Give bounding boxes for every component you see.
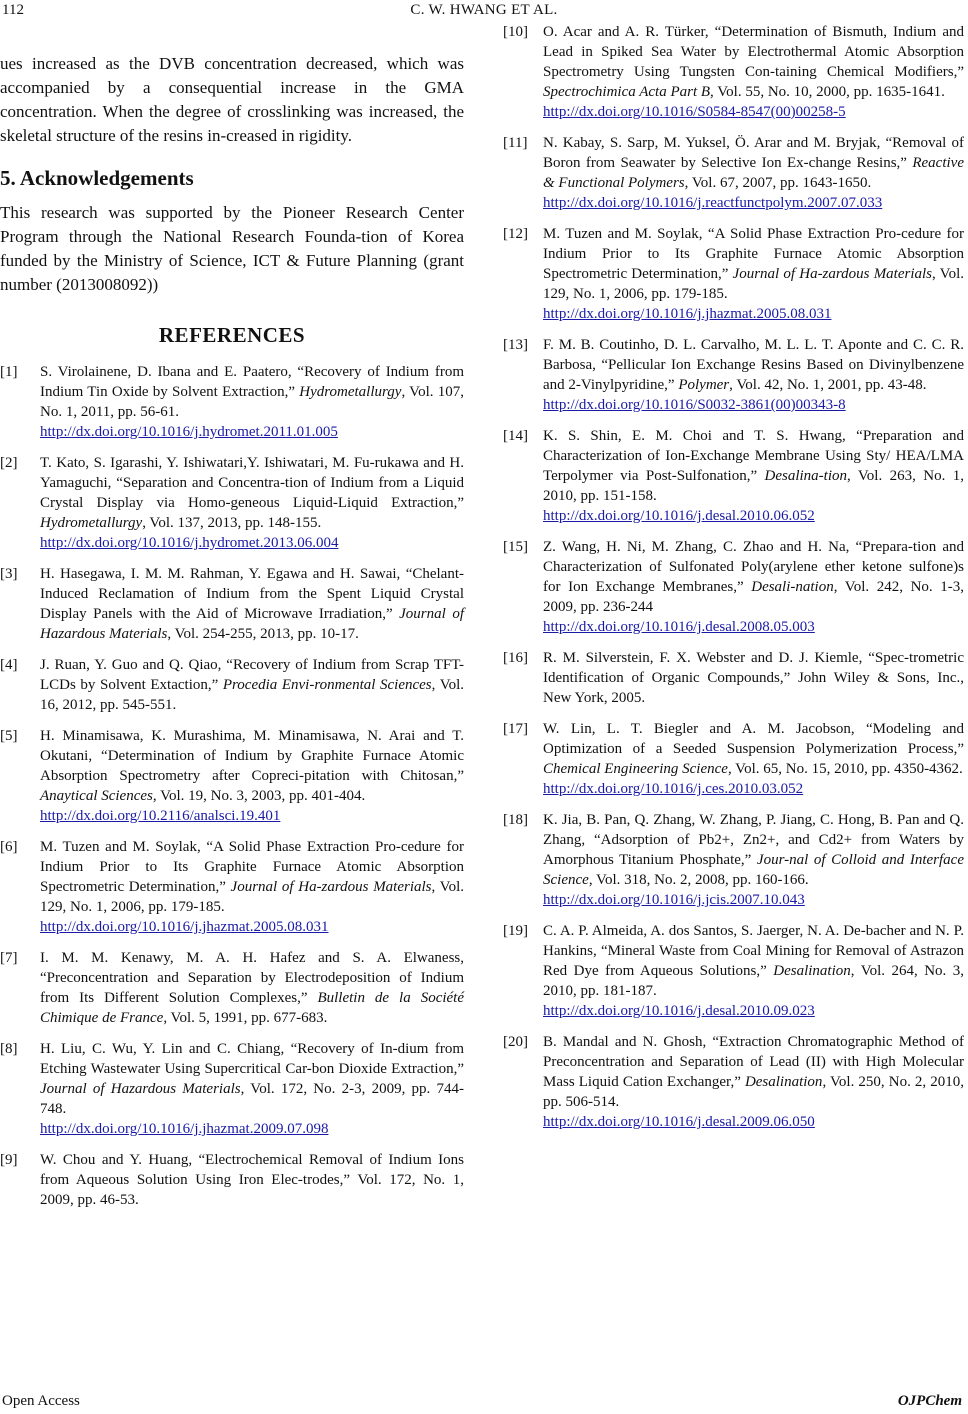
reference-item xyxy=(0,453,464,553)
reference-citation: R. M. Silverstein, F. X. Webster and D. J. Kiemle, “Spec-trometric Identification of Organic Compounds,” John Wiley & Sons, Inc., New York, 2005. xyxy=(543,650,964,706)
reference-details: , Vol. 242, No. 1-3, 2009, pp. 236-244 xyxy=(543,579,964,615)
reference-journal: Journal of Hazardous Materials xyxy=(40,606,464,642)
reference-text xyxy=(40,655,464,715)
reference-details: , Vol. 172, No. 2-3, 2009, pp. 744-748. xyxy=(40,1081,464,1117)
reference-number: [20] xyxy=(503,1034,528,1050)
reference-text xyxy=(543,921,964,1021)
reference-text xyxy=(543,22,964,122)
reference-number: [14] xyxy=(503,428,528,444)
right-column xyxy=(503,22,964,1143)
reference-number: [4] xyxy=(0,657,18,673)
reference-number: [15] xyxy=(503,539,528,555)
reference-details: , Vol. 65, No. 15, 2010, pp. 4350-4362. xyxy=(727,761,963,777)
reference-item xyxy=(503,335,964,415)
reference-number: [8] xyxy=(0,1041,18,1057)
reference-citation: W. Lin, L. T. Biegler and A. M. Jacobson, “Modeling and Optimization of a Seeded Suspension Polymerization Process,” xyxy=(543,721,964,757)
reference-item xyxy=(0,362,464,442)
reference-item xyxy=(503,921,964,1021)
running-head: C. W. HWANG ET AL. xyxy=(410,2,558,18)
reference-journal: Procedia Envi-ronmental Sciences xyxy=(222,677,432,693)
acknowledgements-title: 5. Acknowledgements xyxy=(0,166,194,190)
reference-citation: M. Tuzen and M. Soylak, “A Solid Phase Extraction Pro-cedure for Indium Prior to Its Graphite Furnace Atomic Absorption Spectrometric Determination,” xyxy=(543,226,964,282)
reference-item xyxy=(0,564,464,644)
reference-details: , Vol. 129, No. 1, 2006, pp. 179-185. xyxy=(40,879,465,915)
reference-citation: H. Liu, C. Wu, Y. Lin and C. Chiang, “Recovery of In-dium from Etching Wastewater Using Supercritical Car-bon Dioxide Extraction,” xyxy=(40,1041,464,1077)
reference-journal: Anaytical Sciences xyxy=(40,788,153,804)
reference-number: [12] xyxy=(503,226,528,242)
reference-doi-link[interactable]: http://dx.doi.org/10.1016/j.jhazmat.2005.08.031 xyxy=(543,306,832,322)
footer-journal: OJPChem xyxy=(897,1393,962,1409)
reference-number: [1] xyxy=(0,364,18,380)
reference-item xyxy=(0,726,464,826)
reference-doi-link[interactable]: http://dx.doi.org/10.1016/j.hydromet.2011.01.005 xyxy=(40,424,338,440)
reference-details: , Vol. 137, 2013, pp. 148-155. xyxy=(142,515,322,531)
reference-number: [17] xyxy=(503,721,528,737)
reference-text xyxy=(40,1150,464,1210)
reference-journal: Desali-nation xyxy=(751,579,834,595)
reference-journal: Polymer xyxy=(678,377,730,393)
reference-details: , Vol. 67, 2007, pp. 1643-1650. xyxy=(684,175,872,191)
reference-text xyxy=(40,362,464,442)
reference-details: , Vol. 318, No. 2, 2008, pp. 160-166. xyxy=(588,872,809,888)
reference-citation: W. Chou and Y. Huang, “Electrochemical Removal of Indium Ions from Aqueous Solution Using Iron Elec-trodes,” Vol. 172, No. 1, 2009, pp. 46-53. xyxy=(40,1152,464,1208)
reference-number: [7] xyxy=(0,950,18,966)
reference-doi-link[interactable]: http://dx.doi.org/10.1016/S0584-8547(00)00258-5 xyxy=(543,104,846,120)
reference-citation: H. Minamisawa, K. Murashima, M. Minamisawa, N. Arai and T. Okutani, “Determination of Indium by Graphite Furnace Atomic Absorption Spectrometry after Copreci-pitation with Chitosan,” xyxy=(40,728,464,784)
reference-item xyxy=(503,719,964,799)
reference-citation: J. Ruan, Y. Guo and Q. Qiao, “Recovery of Indium from Scrap TFT-LCDs by Solvent Extaction,” xyxy=(40,657,464,693)
reference-number: [18] xyxy=(503,812,528,828)
reference-item xyxy=(503,648,964,708)
reference-item xyxy=(503,22,964,122)
reference-citation: I. M. M. Kenawy, M. A. H. Hafez and S. A. Elwaness, “Preconcentration and Separation by Electrodeposition of Indium from Its Different Solution Complexes,” xyxy=(40,950,464,1006)
reference-journal: Jour-nal of Colloid and Interface Science xyxy=(543,852,964,888)
reference-details: , Vol. 5, 1991, pp. 677-683. xyxy=(163,1010,328,1026)
reference-doi-link[interactable]: http://dx.doi.org/10.1016/j.jhazmat.2009.07.098 xyxy=(40,1121,329,1137)
reference-citation: S. Virolainene, D. Ibana and E. Paatero, “Recovery of Indium from Indium Tin Oxide by Solvent Extraction,” xyxy=(40,364,464,400)
reference-details: , Vol. 264, No. 3, 2010, pp. 181-187. xyxy=(543,963,964,999)
reference-text xyxy=(543,426,964,526)
reference-text xyxy=(543,648,964,708)
reference-text xyxy=(40,948,464,1028)
reference-number: [9] xyxy=(0,1152,18,1168)
reference-doi-link[interactable]: http://dx.doi.org/10.1016/j.desal.2010.06.052 xyxy=(543,508,815,524)
reference-text xyxy=(543,1032,964,1132)
reference-doi-link[interactable]: http://dx.doi.org/10.1016/j.jcis.2007.10.043 xyxy=(543,892,805,908)
reference-details: , Vol. 263, No. 1, 2010, pp. 151-158. xyxy=(543,468,964,504)
reference-citation: Z. Wang, H. Ni, M. Zhang, C. Zhao and H. Na, “Prepara-tion and Characterization of Sulfonated Poly(arylene ether ketone sulfone)s for Ion Exchange Membranes,” xyxy=(543,539,964,595)
reference-doi-link[interactable]: http://dx.doi.org/10.1016/j.desal.2010.09.023 xyxy=(543,1003,815,1019)
reference-doi-link[interactable]: http://dx.doi.org/10.1016/j.reactfunctpolym.2007.07.033 xyxy=(543,195,883,211)
reference-item xyxy=(503,810,964,910)
reference-citation: T. Kato, S. Igarashi, Y. Ishiwatari,Y. Ishiwatari, M. Fu-rukawa and H. Yamaguchi, “Separation and Concentra-tion of Indium from a Liquid Crystal Display via Homo-geneous Liquid-Liquid Extraction,” xyxy=(40,455,464,511)
reference-text xyxy=(543,224,964,324)
references-list-left xyxy=(0,362,464,1210)
footer-open-access: Open Access xyxy=(2,1393,80,1409)
reference-number: [6] xyxy=(0,839,18,855)
reference-doi-link[interactable]: http://dx.doi.org/10.1016/j.desal.2008.05.003 xyxy=(543,619,815,635)
reference-number: [13] xyxy=(503,337,528,353)
reference-text xyxy=(543,810,964,910)
reference-text xyxy=(40,453,464,553)
reference-journal: Journal of Hazardous Materials xyxy=(40,1081,241,1097)
reference-number: [19] xyxy=(503,923,528,939)
reference-number: [16] xyxy=(503,650,528,666)
reference-journal: Hydrometallurgy xyxy=(299,384,402,400)
acknowledgements-text: This research was supported by the Pioneer Research Center Program through the National Research Founda-tion of Korea funded by the Ministry of Science, ICT & Future Planning (grant number (2013008092)) xyxy=(0,203,464,294)
reference-doi-link[interactable]: http://dx.doi.org/10.1016/S0032-3861(00)00343-8 xyxy=(543,397,846,413)
reference-doi-link[interactable]: http://dx.doi.org/10.1016/j.hydromet.2013.06.004 xyxy=(40,535,339,551)
reference-journal: Chemical Engineering Science xyxy=(543,761,728,777)
page-number: 112 xyxy=(2,2,24,18)
reference-item xyxy=(503,426,964,526)
reference-item xyxy=(503,1032,964,1132)
reference-text xyxy=(40,837,464,937)
reference-citation: O. Acar and A. R. Türker, “Determination of Bismuth, Indium and Lead in Spiked Sea Water by Electrothermal Atomic Absorption Spectrometry Using Tungsten Con-taining Chemical Modifiers,” xyxy=(543,24,964,80)
reference-citation: N. Kabay, S. Sarp, M. Yuksel, Ö. Arar and M. Bryjak, “Removal of Boron from Seawater by Selective Ion Ex-change Resins,” xyxy=(543,135,964,171)
reference-item xyxy=(0,1039,464,1139)
reference-journal: Desalination xyxy=(773,963,851,979)
reference-journal: Bulletin de la Société Chimique de France xyxy=(40,990,465,1026)
reference-details: , Vol. 19, No. 3, 2003, pp. 401-404. xyxy=(152,788,366,804)
reference-doi-link[interactable]: http://dx.doi.org/10.2116/analsci.19.401 xyxy=(40,808,281,824)
reference-doi-link[interactable]: http://dx.doi.org/10.1016/j.jhazmat.2005.08.031 xyxy=(40,919,329,935)
reference-details: , Vol. 107, No. 1, 2011, pp. 56-61. xyxy=(40,384,464,420)
reference-item xyxy=(0,655,464,715)
reference-journal: Journal of Ha-zardous Materials xyxy=(230,879,432,895)
reference-text xyxy=(543,719,964,799)
reference-citation: K. Jia, B. Pan, Q. Zhang, W. Zhang, P. Jiang, C. Hong, B. Pan and Q. Zhang, “Adsorption of Pb2+, Zn2+, and Cd2+ from Waters by Amorphous Titanium Phosphate,” xyxy=(543,812,964,868)
reference-citation: H. Hasegawa, I. M. M. Rahman, Y. Egawa and H. Sawai, “Chelant-Induced Reclamation of Indium from the Spent Liquid Crystal Display Panels with the Aid of Microwave Irradiation,” xyxy=(40,566,464,622)
reference-details: , Vol. 129, No. 1, 2006, pp. 179-185. xyxy=(543,266,965,302)
reference-citation: K. S. Shin, E. M. Choi and T. S. Hwang, “Preparation and Characterization of Ion-Exchange Membrane Using Sty/ HEA/LMA Terpolymer via Post-Sulfonation,” xyxy=(543,428,964,484)
reference-number: [2] xyxy=(0,455,18,471)
reference-details: , Vol. 16, 2012, pp. 545-551. xyxy=(40,677,465,713)
reference-number: [10] xyxy=(503,24,528,40)
left-column xyxy=(0,52,464,1221)
reference-text xyxy=(40,1039,464,1139)
reference-journal: Reactive & Functional Polymers xyxy=(543,155,964,191)
reference-journal: Hydrometallurgy xyxy=(40,515,143,531)
reference-item xyxy=(503,224,964,324)
reference-journal: Journal of Ha-zardous Materials xyxy=(732,266,933,282)
reference-doi-link[interactable]: http://dx.doi.org/10.1016/j.ces.2010.03.052 xyxy=(543,781,804,797)
reference-item xyxy=(0,837,464,937)
reference-details: , Vol. 250, No. 2, 2010, pp. 506-514. xyxy=(543,1074,964,1110)
reference-item xyxy=(503,537,964,637)
body-paragraph: ues increased as the DVB concentration decreased, which was accompanied by a consequential increase in the GMA concentration. When the degree of crosslinking was increased, the skeletal structure of the resins in-creased in rigidity. xyxy=(0,54,464,145)
reference-citation: C. A. P. Almeida, A. dos Santos, S. Jaerger, N. A. De-bacher and N. P. Hankins, “Mineral Waste from Coal Mining for Removal of Astrazon Red Dye from Aqueous Solutions,” xyxy=(543,923,964,979)
reference-item xyxy=(0,1150,464,1210)
reference-text xyxy=(40,726,464,826)
reference-citation: B. Mandal and N. Ghosh, “Extraction Chromatographic Method of Preconcentration and Separation of Lead (II) with High Molecular Mass Liquid Cation Exchanger,” xyxy=(543,1034,964,1090)
reference-text xyxy=(543,335,964,415)
reference-details: , Vol. 55, No. 10, 2000, pp. 1635-1641. xyxy=(710,84,945,100)
reference-journal: Spectrochimica Acta Part B xyxy=(543,84,711,100)
reference-item xyxy=(503,133,964,213)
reference-details: , Vol. 254-255, 2013, pp. 10-17. xyxy=(167,626,359,642)
reference-details: , Vol. 42, No. 1, 2001, pp. 43-48. xyxy=(729,377,927,393)
reference-number: [3] xyxy=(0,566,18,582)
references-list-right xyxy=(503,22,964,1132)
reference-text xyxy=(543,537,964,637)
reference-journal: Desalina-tion xyxy=(764,468,848,484)
reference-citation: M. Tuzen and M. Soylak, “A Solid Phase Extraction Pro-cedure for Indium Prior to Its Graphite Furnace Atomic Absorption Spectrometric Determination,” xyxy=(40,839,464,895)
reference-number: [5] xyxy=(0,728,18,744)
reference-doi-link[interactable]: http://dx.doi.org/10.1016/j.desal.2009.06.050 xyxy=(543,1114,815,1130)
references-title: REFERENCES xyxy=(158,323,306,347)
reference-text xyxy=(543,133,964,213)
reference-text xyxy=(40,564,464,644)
reference-citation: F. M. B. Coutinho, D. L. Carvalho, M. L. L. T. Aponte and C. C. R. Barbosa, “Pellicular Ion Exchange Resins Based on Divinylbenzene and 2-Vinylpyridine,” xyxy=(543,337,964,393)
reference-item xyxy=(0,948,464,1028)
reference-number: [11] xyxy=(503,135,528,151)
reference-journal: Desalination xyxy=(744,1074,823,1090)
